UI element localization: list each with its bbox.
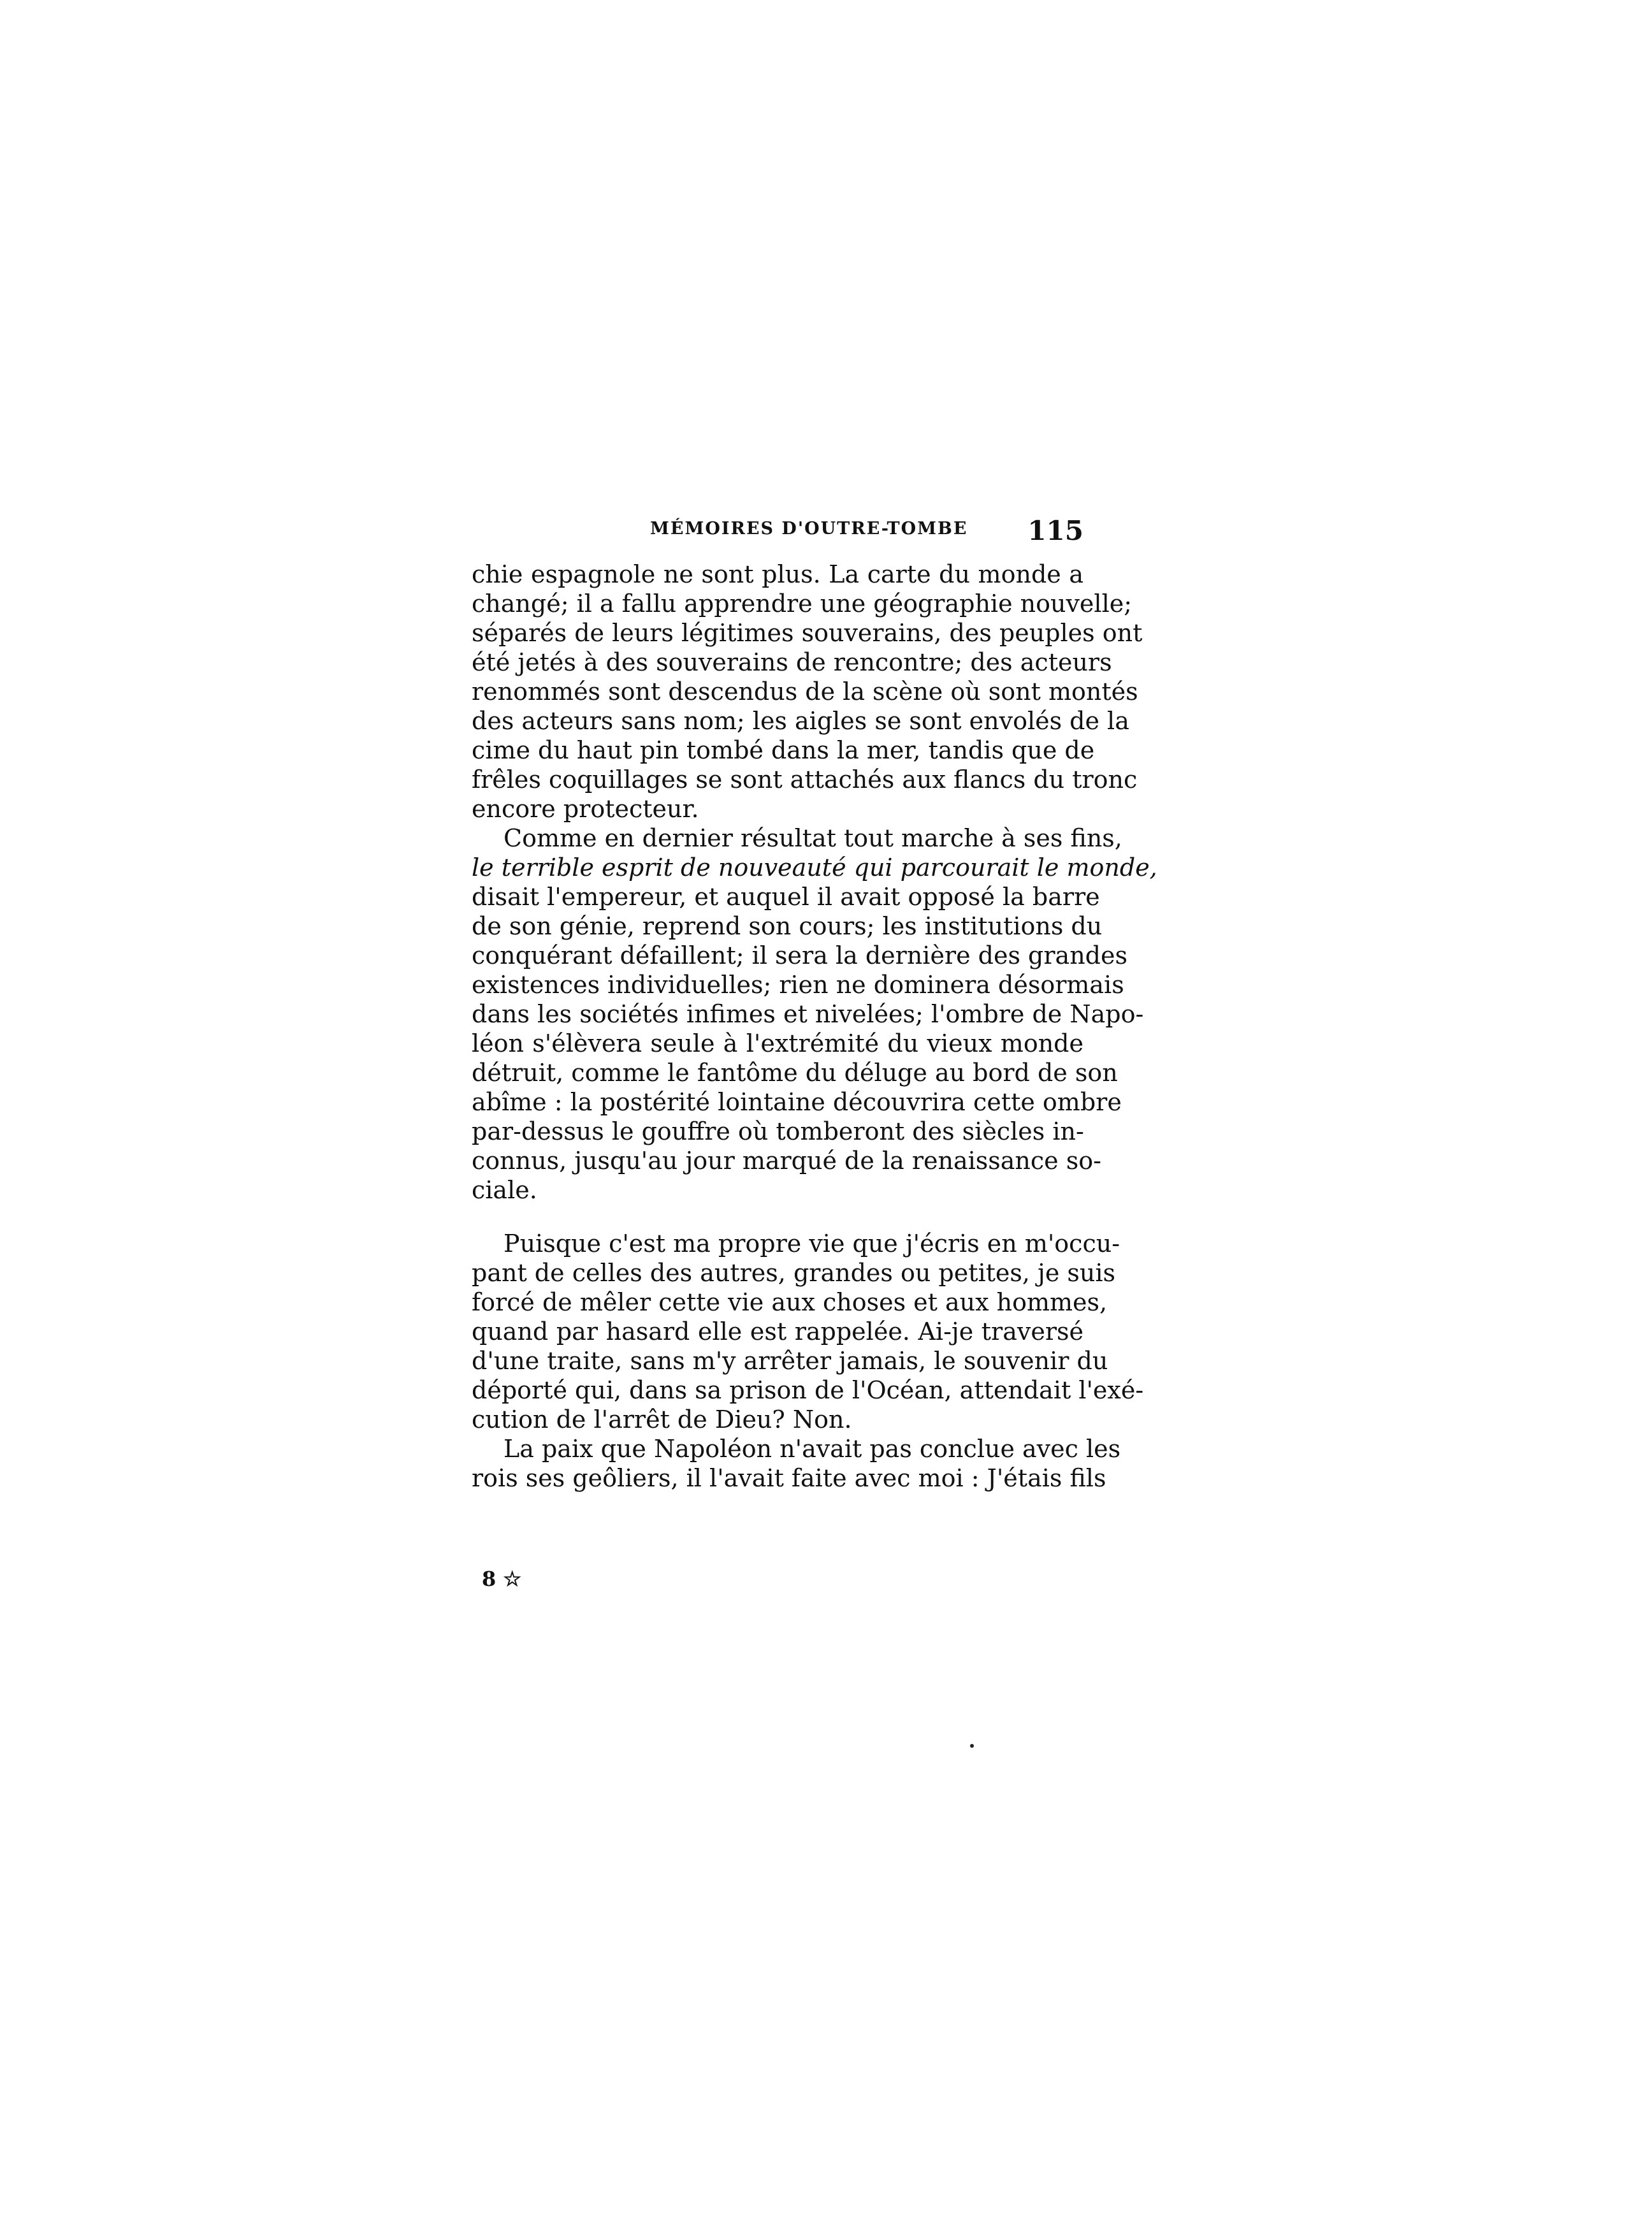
text-line: La paix que Napoléon n'avait pas conclue avec les (504, 1435, 1121, 1463)
text-line: renommés sont descendus de la scène où sont montés (472, 678, 1138, 706)
page-number: 115 (1027, 515, 1083, 546)
text-line: frêles coquillages se sont attachés aux flancs du tronc (472, 766, 1138, 794)
text-line: quand par hasard elle est rappelée. Ai-je traversé (472, 1318, 1083, 1346)
text-line: léon s'élèvera seule à l'extrémité du vieux monde (472, 1029, 1083, 1057)
signature-mark: 8 ☆ (482, 1567, 522, 1591)
text-line: cution de l'arrêt de Dieu? Non. (472, 1405, 852, 1434)
text-line: conquérant défaillent; il sera la dernière des grandes (472, 941, 1127, 969)
body-text-block-2 (472, 1229, 1144, 1493)
text-line: de son génie, reprend son cours; les institutions du (472, 912, 1103, 940)
text-line: ciale. (472, 1176, 537, 1204)
text-line-italic-quote: le terrible esprit de nouveauté qui parcourait le monde, (472, 853, 1157, 882)
text-line: changé; il a fallu apprendre une géographie nouvelle; (472, 590, 1133, 618)
text-line: disait l'empereur, et auquel il avait opposé la barre (472, 883, 1100, 911)
stray-ink-dot (970, 1744, 974, 1748)
text-line: pant de celles des autres, grandes ou petites, je suis (472, 1259, 1116, 1287)
text-line: encore protecteur. (472, 795, 699, 823)
text-line: abîme : la postérité lointaine découvrira cette ombre (472, 1088, 1122, 1116)
text-line: existences individuelles; rien ne dominera désormais (472, 971, 1124, 999)
text-line: connus, jusqu'au jour marqué de la renaissance so- (472, 1147, 1101, 1175)
text-line: détruit, comme le fantôme du déluge au bord de son (472, 1059, 1118, 1087)
text-line: été jetés à des souverains de rencontre; des acteurs (472, 648, 1112, 676)
text-line: d'une traite, sans m'y arrêter jamais, le souvenir du (472, 1347, 1108, 1375)
running-title: MÉMOIRES D'OUTRE-TOMBE (650, 519, 968, 539)
body-text-block-1 (472, 560, 1157, 1205)
text-line: des acteurs sans nom; les aigles se sont envolés de la (472, 707, 1129, 735)
text-line: déporté qui, dans sa prison de l'Océan, attendait l'exé- (472, 1376, 1144, 1404)
text-line: par-dessus le gouffre où tomberont des siècles in- (472, 1117, 1084, 1145)
text-line: chie espagnole ne sont plus. La carte du monde a (472, 560, 1083, 588)
text-line: Comme en dernier résultat tout marche à ses fins, (504, 824, 1122, 852)
text-line: dans les sociétés infimes et nivelées; l'ombre de Napo- (472, 1000, 1144, 1028)
text-line: séparés de leurs légitimes souverains, des peuples ont (472, 619, 1143, 647)
page-header (472, 515, 1083, 553)
text-line: Puisque c'est ma propre vie que j'écris en m'occu- (504, 1230, 1120, 1258)
text-line: rois ses geôliers, il l'avait faite avec moi : J'étais fils (472, 1464, 1106, 1492)
text-line: forcé de mêler cette vie aux choses et aux hommes, (472, 1288, 1108, 1316)
text-line: cime du haut pin tombé dans la mer, tandis que de (472, 736, 1095, 764)
